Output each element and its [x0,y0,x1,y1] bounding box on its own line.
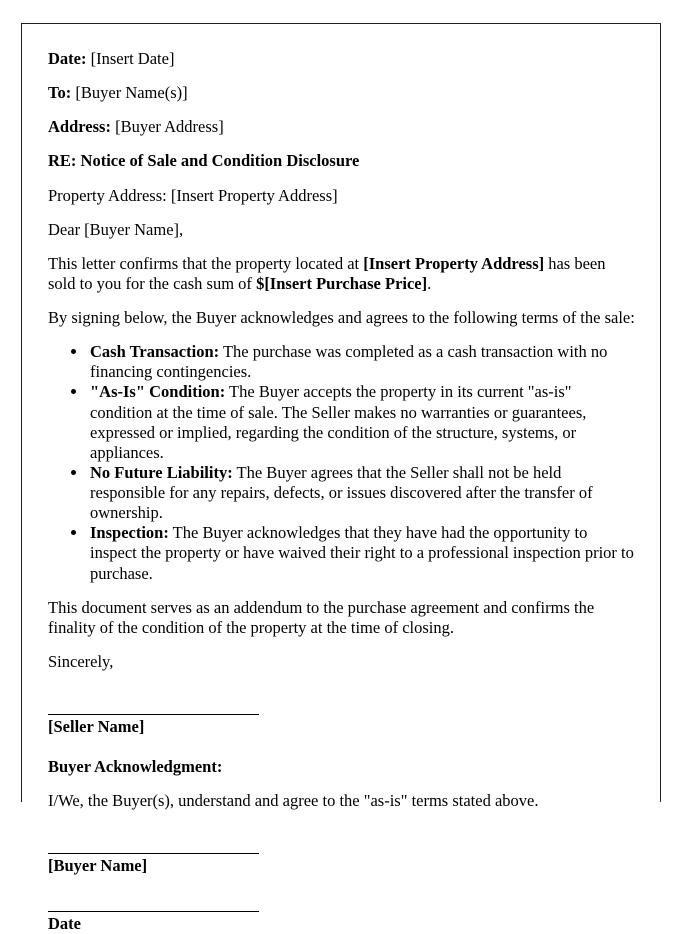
property-address-placeholder: [Insert Property Address] [363,253,545,273]
property-address-line: Property Address: [Insert Property Address] [48,185,338,205]
document-body [48,49,636,934]
to-label: To: [48,83,72,103]
term-title: "As-Is" Condition: [90,382,226,402]
list-item [88,463,636,523]
intro-part-3: . [427,273,432,293]
terms-list [48,342,636,584]
date-signature-line[interactable] [48,911,259,912]
term-text: The Buyer accepts the property in its current "as-is" condition at the time of sale. The Seller makes no warranties or guarantees, expressed or implied, regarding the condition of the structure, systems, or appliances. [90,382,587,462]
date-label: Date: [48,49,87,68]
to-value: [Buyer Name(s)] [75,83,188,103]
salutation: Dear [Buyer Name], [48,219,184,239]
terms-intro: By signing below, the Buyer acknowledges and agrees to the following terms of the sale: [48,308,635,327]
date-signature-block [48,911,636,934]
address-label: Address: [48,117,111,137]
buyer-signature-line[interactable] [48,853,259,854]
spacer [48,825,636,853]
date-value: [Insert Date] [90,49,175,68]
list-item [88,342,636,382]
acknowledgment-heading: Buyer Acknowledgment: [48,757,223,777]
seller-signature-block [48,714,636,737]
term-text: The Buyer agrees that the Seller shall not be held responsible for any repairs, defects, or issues discovered after the transfer of ownership. [90,462,593,523]
purchase-price-placeholder: $[Insert Purchase Price] [256,273,428,293]
buyer-signature-block [48,853,636,876]
date-signature-label: Date [48,913,81,933]
acknowledgment-text: I/We, the Buyer(s), understand and agree to the "as-is" terms stated above. [48,791,539,811]
term-title: Cash Transaction: [90,342,220,362]
intro-paragraph [48,254,636,294]
term-text: The purchase was completed as a cash transaction with no financing contingencies. [90,342,608,382]
seller-signature-label: [Seller Name] [48,717,145,736]
closing-paragraph: This document serves as an addendum to the purchase agreement and confirms the finality of the condition of the property at the time of closing. [48,597,595,637]
address-value: [Buyer Address] [115,117,224,137]
spacer [48,877,636,911]
list-item [88,523,636,583]
document-page-frame [21,23,661,933]
intro-part-1: This letter confirms that the property located at [48,253,364,273]
recipient-line [48,83,636,103]
seller-signature-line[interactable] [48,714,259,715]
spacer [48,737,636,757]
term-title: Inspection: [90,523,169,543]
intro-part-2: has been sold to you for the cash sum of [48,253,606,293]
subject-line: RE: Notice of Sale and Condition Disclosure [48,151,360,171]
sincerely-line: Sincerely, [48,651,114,671]
term-text: The Buyer acknowledges that they have had the opportunity to inspect the property or have waived their right to a professional inspection prior to purchase. [90,523,634,583]
spacer [48,686,636,714]
term-title: No Future Liability: [90,462,233,482]
list-item [88,382,636,463]
recipient-address-line [48,117,636,137]
date-line [48,49,636,69]
buyer-signature-label: [Buyer Name] [48,856,148,876]
